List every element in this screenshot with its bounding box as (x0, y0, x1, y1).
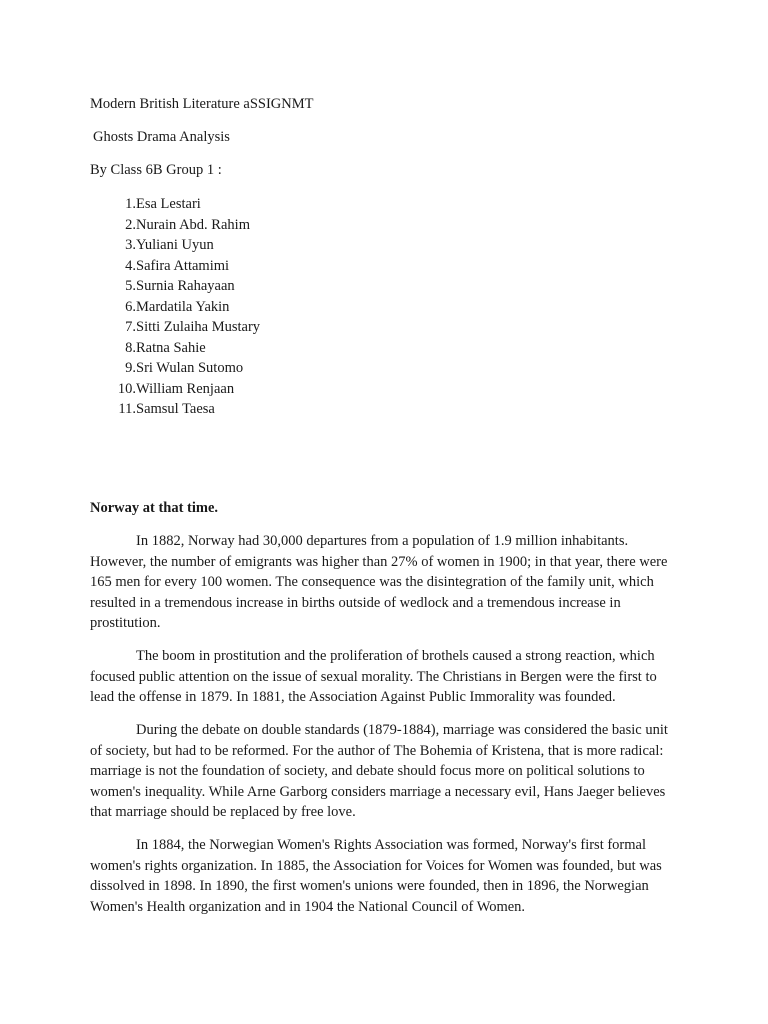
list-number: 6. (125, 298, 136, 315)
member-name: William Renjaan (136, 380, 235, 397)
list-item (110, 256, 230, 277)
list-number: 9. (125, 360, 136, 376)
member-name: Safira Attamimi (136, 257, 230, 274)
paragraph-1: In 1882, Norway had 30,000 departures from a population of 1.9 million inhabitants. However, the number of emigrants was higher than 27% of women in 1900; in that year, there were 165 men for every 100 women. The consequence was the disintegration of the family unit, which resulted in a tremendous increase in births outside of wedlock and a tremendous increase in prostitution. (90, 533, 668, 631)
member-name: Sitti Zulaiha Mustary (136, 319, 261, 335)
member-name: Samsul Taesa (136, 401, 215, 417)
list-item (110, 276, 235, 297)
member-list (110, 194, 261, 420)
list-number: 5. (125, 278, 136, 294)
list-item (110, 235, 214, 256)
section-heading: Norway at that time. (90, 500, 219, 516)
list-number: 2. (125, 216, 136, 233)
list-number: 10. (117, 380, 136, 397)
paragraph-2: The boom in prostitution and the proliferation of brothels caused a strong reaction, which focused public attention on the issue of sexual morality. The Christians in Bergen were the first to lead the offense in 1879. In 1881, the Association Against Public Immorality was founded. (90, 648, 657, 705)
member-name: Surnia Rahayaan (136, 278, 235, 294)
list-item (110, 358, 244, 379)
list-item (110, 215, 250, 236)
list-item (110, 317, 261, 338)
list-item (110, 297, 230, 318)
list-number: 3. (125, 237, 136, 253)
assignment-title: Ghosts Drama Analysis (93, 129, 230, 145)
list-item (110, 399, 215, 420)
list-item (110, 338, 206, 359)
member-name: Mardatila Yakin (136, 298, 230, 315)
list-number: 8. (125, 339, 136, 356)
course-title: Modern British Literature aSSIGNMT (90, 96, 314, 112)
list-number: 11. (118, 401, 136, 417)
member-name: Nurain Abd. Rahim (136, 216, 250, 233)
group-line: By Class 6B Group 1 : (90, 162, 222, 178)
list-number: 1. (125, 196, 136, 212)
member-name: Esa Lestari (136, 196, 201, 212)
paragraph-3: During the debate on double standards (1879-1884), marriage was considered the basic unit of society, but had to be reformed. For the author of The Bohemia of Kristena, that is more radical: marriage is not the foundation of society, and debate should focus more on political solutions to women's inequality. While Arne Garborg considers marriage a necessary evil, Hans Jaeger believes that marriage should be replaced by free love. (90, 722, 668, 820)
member-name: Sri Wulan Sutomo (136, 360, 244, 376)
member-name: Ratna Sahie (136, 339, 206, 356)
list-item (110, 194, 201, 215)
list-number: 7. (125, 319, 136, 335)
member-name: Yuliani Uyun (136, 237, 214, 253)
list-item (110, 379, 235, 400)
paragraph-4: In 1884, the Norwegian Women's Rights Association was formed, Norway's first formal women's rights organization. In 1885, the Association for Voices for Women was founded, but was dissolved in 1898. In 1890, the first women's unions were founded, then in 1896, the Norwegian Women's Health organization and in 1904 the National Council of Women. (90, 837, 662, 915)
list-number: 4. (125, 257, 136, 274)
